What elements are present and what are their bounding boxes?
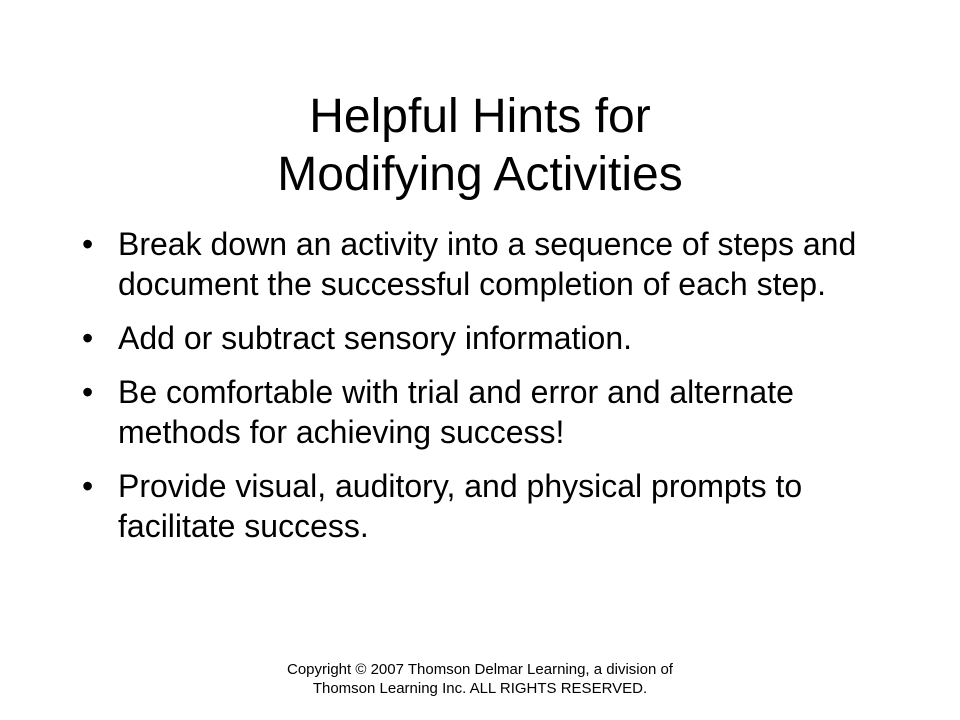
copyright-footer — [180, 660, 780, 698]
bullet-item — [78, 466, 868, 546]
bullet-list — [78, 224, 868, 560]
bullet-text: Break down an activity into a sequence of steps and document the successful completion of each step. — [118, 226, 857, 302]
bullet-text: Provide visual, auditory, and physical prompts to facilitate success. — [118, 468, 803, 544]
bullet-item — [78, 224, 868, 304]
copyright-line-2: Thomson Learning Inc. ALL RIGHTS RESERVED. — [312, 680, 648, 697]
bullet-dot-icon: • — [82, 320, 94, 356]
bullet-item — [78, 372, 868, 452]
slide-title — [80, 88, 880, 204]
copyright-line-1: Copyright © 2007 Thomson Delmar Learning, a division of — [287, 661, 673, 678]
slide-title-line-1: Helpful Hints for — [309, 90, 651, 144]
bullet-text: Add or subtract sensory information. — [118, 320, 633, 356]
bullet-dot-icon: • — [82, 374, 94, 410]
slide-title-line-2: Modifying Activities — [277, 148, 683, 202]
bullet-dot-icon: • — [82, 468, 94, 504]
bullet-text: Be comfortable with trial and error and alternate methods for achieving success! — [118, 374, 794, 450]
bullet-dot-icon: • — [82, 226, 94, 262]
bullet-item — [78, 318, 868, 358]
